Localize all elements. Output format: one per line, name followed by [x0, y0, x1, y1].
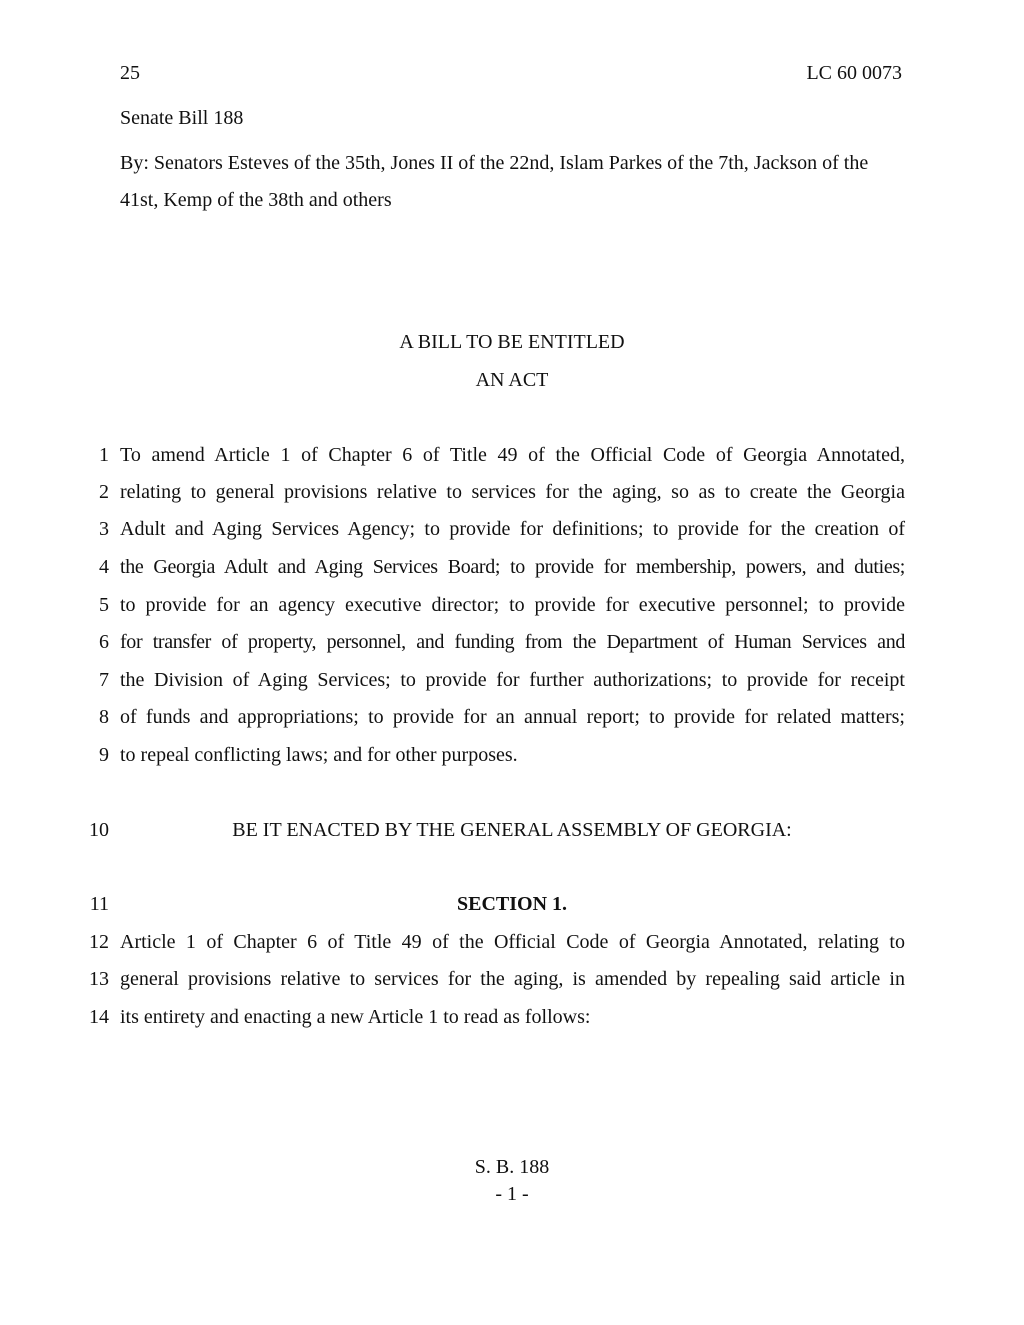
line-number: 7 — [99, 669, 109, 691]
line-number: 2 — [99, 481, 109, 503]
line-number: 13 — [89, 968, 109, 990]
page-number: 25 — [120, 62, 140, 84]
title-line: To amend Article 1 of Chapter 6 of Title 49 of the Official Code of Georgia Annotated, — [120, 444, 905, 466]
section-line: Article 1 of Chapter 6 of Title 49 of the Official Code of Georgia Annotated, relating to — [120, 931, 905, 953]
caption-heading: A BILL TO BE ENTITLED — [399, 331, 625, 353]
sponsors: By: Senators Esteves of the 35th, Jones II of the 22nd, Islam Parkes of the 7th, Jackson of the 41st, Kemp of the 38th and others — [120, 152, 869, 211]
line-number: 5 — [99, 594, 109, 616]
title-line: for transfer of property, personnel, and funding from the Department of Human Services and — [120, 631, 905, 653]
footer-bill-ref: S. B. 188 — [474, 1156, 550, 1178]
title-line: the Division of Aging Services; to provide for further authorizations; to provide for receipt — [120, 669, 905, 691]
section-line: general provisions relative to services for the aging, is amended by repealing said article in — [120, 968, 905, 990]
line-number: 12 — [89, 931, 109, 953]
title-line: to provide for an agency executive director; to provide for executive personnel; to provide — [120, 594, 905, 616]
footer-page-number: - 1 - — [495, 1183, 529, 1205]
line-number: 1 — [99, 444, 109, 466]
line-number: 4 — [99, 556, 109, 578]
line-number: 10 — [89, 819, 109, 841]
enacting-clause: BE IT ENACTED BY THE GENERAL ASSEMBLY OF GEORGIA: — [232, 819, 792, 841]
title-line: Adult and Aging Services Agency; to provide for definitions; to provide for the creation of — [120, 518, 905, 540]
lc-code: LC 60 0073 — [806, 62, 902, 84]
title-line: relating to general provisions relative to services for the aging, so as to create the Georgia — [120, 481, 905, 503]
line-number: 9 — [99, 744, 109, 766]
title-line: the Georgia Adult and Aging Services Board; to provide for membership, powers, and duties; — [120, 556, 905, 578]
line-number: 6 — [99, 631, 109, 653]
bill-title: Senate Bill 188 — [120, 107, 244, 129]
line-number: 8 — [99, 706, 109, 728]
line-number: 11 — [89, 893, 109, 915]
section-line: its entirety and enacting a new Article 1 to read as follows: — [120, 1006, 591, 1028]
caption-subheading: AN ACT — [475, 369, 549, 391]
title-line: to repeal conflicting laws; and for other purposes. — [120, 744, 518, 766]
line-number: 3 — [99, 518, 109, 540]
line-number: 14 — [89, 1006, 109, 1028]
section-heading: SECTION 1. — [456, 893, 568, 915]
title-line: of funds and appropriations; to provide for an annual report; to provide for related matters; — [120, 706, 905, 728]
